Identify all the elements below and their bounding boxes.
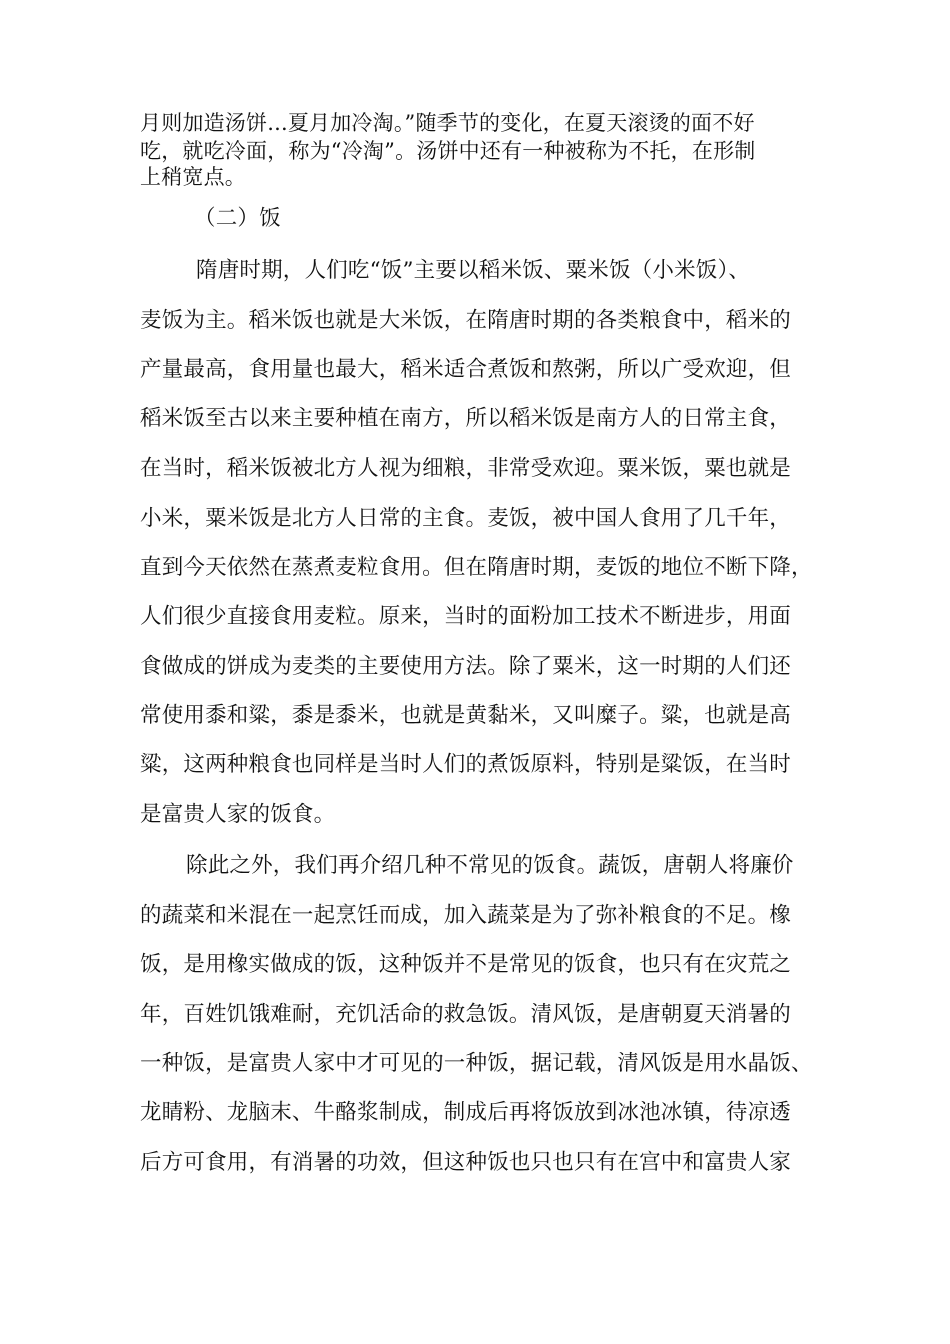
text-line: 月则加造汤饼...夏月加冷淘。”随季节的变化，在夏天滚烫的面不好	[140, 111, 755, 135]
text-line: 产量最高，食用量也最大，稻米适合煮饭和熬粥，所以广受欢迎，但	[140, 357, 792, 382]
text-line: 除此之外，我们再介绍几种不常见的饭食。蔬饭，唐朝人将廉价	[186, 853, 794, 878]
text-line: 是富贵人家的饭食。	[140, 802, 336, 827]
text-line: 上稍宽点。	[140, 165, 246, 189]
text-line: 食做成的饼成为麦类的主要使用方法。除了粟米，这一时期的人们还	[140, 654, 792, 679]
text-line: 粱，这两种粮食也同样是当时人们的煮饭原料，特别是粱饭，在当时	[140, 752, 792, 777]
text-line: 吃，就吃冷面，称为“冷淘”。汤饼中还有一种被称为不托，在形制	[140, 139, 756, 163]
text-line: 龙睛粉、龙脑末、牛酪浆制成，制成后再将饭放到冰池冰镇，待凉透	[140, 1100, 792, 1125]
text-line: 隋唐时期，人们吃“饭”主要以稻米饭、粟米饭（小米饭）、	[196, 258, 751, 283]
text-line: 小米，粟米饭是北方人日常的主食。麦饭，被中国人食用了几千年，	[140, 506, 792, 531]
text-line: 的蔬菜和米混在一起烹饪而成，加入蔬菜是为了弥补粮食的不足。橡	[140, 903, 792, 928]
text-line: 直到今天依然在蒸煮麦粒食用。但在隋唐时期，麦饭的地位不断下降，	[140, 555, 813, 580]
text-line: 常使用黍和粱，黍是黍米，也就是黄黏米，又叫糜子。粱，也就是高	[140, 703, 792, 728]
section-heading: （二）饭	[194, 206, 281, 231]
text-line: 一种饭，是富贵人家中才可见的一种饭，据记载，清风饭是用水晶饭、	[140, 1051, 813, 1076]
text-line: 麦饭为主。稻米饭也就是大米饭，在隋唐时期的各类粮食中，稻米的	[140, 308, 792, 333]
text-line: 稻米饭至古以来主要种植在南方，所以稻米饭是南方人的日常主食，	[140, 406, 792, 431]
text-line: 人们很少直接食用麦粒。原来，当时的面粉加工技术不断进步，用面	[140, 604, 792, 629]
text-line: 在当时，稻米饭被北方人视为细粮，非常受欢迎。粟米饭，粟也就是	[140, 456, 792, 481]
text-line: 年，百姓饥饿难耐，充饥活命的救急饭。清风饭，是唐朝夏天消暑的	[140, 1002, 792, 1027]
text-line: 后方可食用，有消暑的功效，但这种饭也只也只有在宫中和富贵人家	[140, 1150, 792, 1175]
text-line: 饭，是用橡实做成的饭，这种饭并不是常见的饭食，也只有在灾荒之	[140, 952, 792, 977]
